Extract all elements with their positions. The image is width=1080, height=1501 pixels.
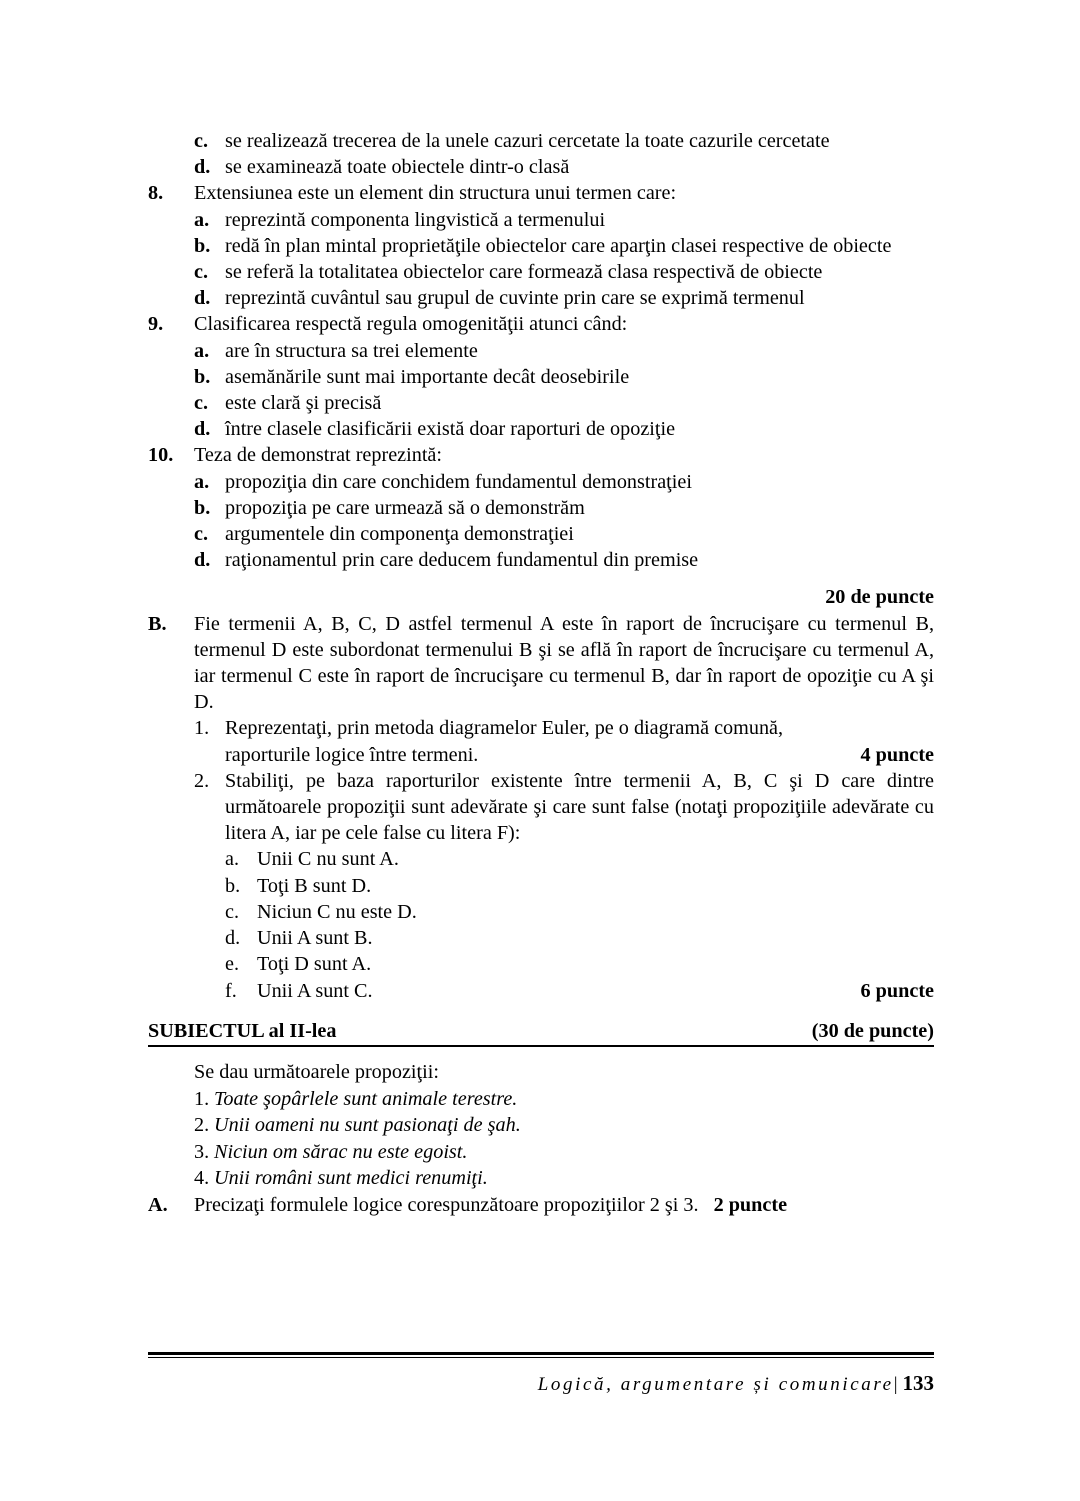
option-text: între clasele clasificării există doar raporturi de opoziţie — [225, 418, 676, 441]
option-text: raţionamentul prin care deducem fundamentul din premise — [225, 549, 699, 572]
section-b-row — [148, 611, 934, 716]
option-marker: c. — [194, 523, 209, 546]
option-row — [148, 154, 934, 180]
proposition-text-wrap — [257, 978, 934, 1004]
proposition-marker: c. — [225, 900, 240, 923]
section-b-item-row — [148, 768, 934, 847]
option-text: propoziţia pe care urmează să o demonstrăm — [225, 496, 585, 519]
proposition-row — [148, 846, 934, 872]
proposition-text: Niciun C nu este D. — [257, 900, 417, 923]
question-number: 9. — [148, 313, 164, 336]
question-stem-row — [148, 180, 934, 206]
option-text: se examinează toate obiectele dintr-o clasă — [225, 156, 570, 179]
option-text: redă în plan mintal proprietăţile obiectelor care aparţin clasei respective de obiecte — [225, 234, 892, 257]
task-a-text — [194, 1192, 934, 1218]
proposition-marker: d. — [225, 927, 241, 950]
points-label: 2 puncte — [713, 1193, 788, 1216]
proposition-marker: b. — [225, 874, 241, 897]
item-text: Stabiliţi, pe baza raporturilor existente între termenii A, B, C şi D care dintre următoarele propoziţii sunt adevărate şi care sunt false (notaţi propoziţiile adevărate cu litera A, iar pe cele false cu litera F): — [225, 769, 934, 845]
option-marker: d. — [194, 549, 211, 572]
option-marker: d. — [194, 156, 211, 179]
option-text: reprezintă componenta lingvistică a termenului — [225, 208, 606, 231]
option-row — [148, 521, 934, 547]
page-number: 133 — [902, 1371, 934, 1396]
question-stem-row — [148, 442, 934, 468]
option-row — [148, 128, 934, 154]
section-b-item-row — [148, 715, 934, 767]
proposition-text: Niciun om sărac nu este egoist. — [214, 1140, 468, 1163]
option-row — [148, 416, 934, 442]
option-text: are în structura sa trei elemente — [225, 339, 478, 362]
footer-separator: | — [893, 1374, 898, 1396]
option-marker: a. — [194, 208, 210, 231]
proposition-text: Unii C nu sunt A. — [257, 848, 399, 871]
proposition-marker: f. — [225, 979, 237, 1002]
item-marker: 1. — [194, 717, 210, 740]
item-marker: 2. — [194, 769, 210, 792]
proposition-marker: a. — [225, 848, 240, 871]
numbered-proposition-row — [194, 1165, 934, 1192]
question-number: 10. — [148, 444, 174, 467]
points-label: 20 de puncte — [825, 586, 934, 609]
option-row — [148, 259, 934, 285]
numbered-proposition-row — [194, 1112, 934, 1139]
option-text: este clară şi precisă — [225, 392, 382, 415]
proposition-row — [148, 951, 934, 977]
option-text: propoziţia din care conchidem fundamentul demonstraţiei — [225, 470, 692, 493]
option-text: se referă la totalitatea obiectelor care formează clasa respectivă de obiecte — [225, 261, 823, 284]
option-marker: d. — [194, 287, 211, 310]
option-row — [148, 233, 934, 259]
option-marker: c. — [194, 130, 209, 152]
question-stem: Clasificarea respectă regula omogenităţii atunci când: — [194, 313, 628, 336]
option-marker: a. — [194, 470, 210, 493]
subject-two-heading — [148, 1018, 934, 1047]
proposition-row — [148, 899, 934, 925]
item-text-line1: Reprezentaţi, prin metoda diagramelor Euler, pe o diagramă comună, — [225, 717, 784, 740]
option-marker: c. — [194, 392, 209, 415]
points-label: 4 puncte — [860, 743, 934, 766]
page-content — [148, 128, 934, 1218]
option-marker: a. — [194, 339, 210, 362]
proposition-text: Toate şopârlele sunt animale terestre. — [214, 1087, 518, 1110]
proposition-number: 2. — [194, 1114, 210, 1137]
proposition-text: Unii A sunt B. — [257, 927, 373, 950]
proposition-row — [148, 873, 934, 899]
question-stem-row — [148, 311, 934, 337]
option-marker: b. — [194, 234, 211, 257]
points-label: 6 puncte — [860, 979, 934, 1002]
question-number: 8. — [148, 182, 164, 205]
option-row — [148, 338, 934, 364]
proposition-marker: e. — [225, 953, 240, 976]
proposition-text: Unii oameni nu sunt pasionaţi de şah. — [214, 1114, 521, 1137]
option-row — [148, 547, 934, 573]
lead-in-text: Se dau următoarele propoziţii: — [194, 1060, 439, 1083]
task-a-label: Precizaţi formulele logice corespunzătoare propoziţiilor 2 şi 3. — [194, 1193, 699, 1216]
footer-text — [148, 1371, 934, 1397]
proposition-row — [148, 925, 934, 951]
proposition-text: Toţi B sunt D. — [257, 874, 372, 897]
numbered-proposition-row — [194, 1086, 934, 1113]
question-stem: Extensiunea este un element din structura unui termen care: — [194, 182, 677, 205]
option-marker: b. — [194, 365, 211, 388]
numbered-proposition-row — [194, 1139, 934, 1166]
footer-book-title: Logică, argumentare și comunicare — [537, 1374, 894, 1396]
proposition-text: Unii români sunt medici renumiţi. — [214, 1167, 488, 1190]
option-row — [148, 469, 934, 495]
section-b-marker: B. — [148, 612, 167, 635]
option-text: asemănările sunt mai importante decât deosebirile — [225, 365, 630, 388]
option-marker: b. — [194, 496, 211, 519]
option-marker: d. — [194, 418, 211, 441]
subject-two-body — [148, 1059, 934, 1192]
task-a-row — [148, 1192, 934, 1218]
option-row — [148, 495, 934, 521]
item-text-line2: raporturile logice între termeni. — [225, 743, 479, 766]
option-text: se realizează trecerea de la unele cazuri cercetate la toate cazurile cercetate — [225, 130, 830, 152]
question-stem: Teza de demonstrat reprezintă: — [194, 444, 442, 467]
option-row — [148, 364, 934, 390]
option-row — [148, 285, 934, 311]
subject-two-points: (30 de puncte) — [811, 1019, 934, 1042]
task-a-marker: A. — [148, 1193, 168, 1216]
footer-rule-thin — [148, 1357, 934, 1358]
proposition-text: Toţi D sunt A. — [257, 953, 372, 976]
page-footer — [148, 1352, 934, 1397]
section-b-intro: Fie termenii A, B, C, D astfel termenul A este în raport de încrucişare cu termenul B, termenul D este subordonat termenului B şi se află în raport de încrucişare cu termenul A, iar termenul C este în raport de încrucişare cu termenul B, dar în raport de opoziţie cu A şi D. — [194, 612, 934, 714]
proposition-row — [148, 978, 934, 1004]
option-text: reprezintă cuvântul sau grupul de cuvinte prin care se exprimă termenul — [225, 287, 805, 310]
subject-two-title: SUBIECTUL al II-lea — [148, 1019, 337, 1042]
proposition-number: 1. — [194, 1087, 210, 1110]
option-text: argumentele din componenţa demonstraţiei — [225, 523, 574, 546]
proposition-text: Unii A sunt C. — [257, 979, 373, 1002]
proposition-number: 3. — [194, 1140, 210, 1163]
option-marker: c. — [194, 261, 209, 284]
option-row — [148, 207, 934, 233]
proposition-number: 4. — [194, 1167, 210, 1190]
option-row — [148, 390, 934, 416]
item-text — [225, 715, 934, 767]
